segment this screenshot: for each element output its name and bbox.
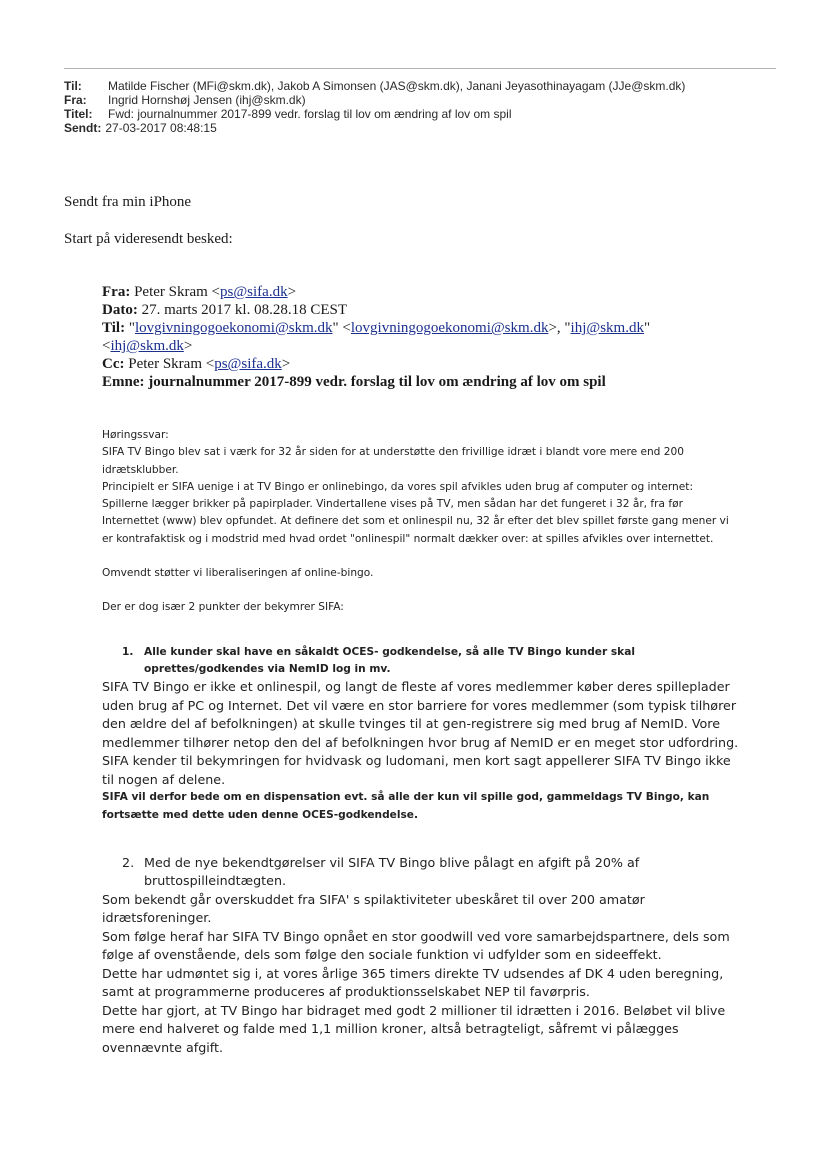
title-label: Titel: bbox=[64, 107, 93, 121]
list-item-2-paragraph-2: Som følge heraf har SIFA TV Bingo opnået en stor goodwill ved vore samarbejdspartnere, dels som følge af ovenstående, dels som følge den sociale funktion vi udfylder som en sideeffekt. bbox=[102, 928, 730, 963]
fwd-to-close2: > bbox=[183, 338, 193, 354]
list-item-1-paragraph-2: SIFA kender til bekymringen for hvidvask og ludomani, men kort sagt appellerer SIFA TV Bingo ikke til nogen af delene. bbox=[102, 753, 731, 787]
fwd-to-sep2: >, " bbox=[548, 320, 571, 336]
forwarded-header bbox=[102, 283, 792, 391]
fwd-to-open2: < bbox=[102, 338, 111, 354]
sent-from-line: Sendt fra min iPhone bbox=[64, 194, 192, 210]
salutation: Høringssvar: bbox=[102, 429, 169, 441]
sent-value: 27-03-2017 08:48:15 bbox=[105, 121, 217, 135]
paragraph-2: Principielt er SIFA uenige i at TV Bingo er onlinebingo, da vores spil afvikles uden brug af computer og internet: Spillerne lægger brikker på papirplader. Vindertallene vises på TV, men sådan har det fungeret i 32 år, fra før Internettet (www) blev opfundet. At definere det som et onlinespil nu, 32 år efter det blev spillet første gang mener vi er kontrafaktisk og i modstrid med hvad ordet "onlinespil" normalt dækker over: at spilles afvikles over internettet. bbox=[102, 480, 729, 545]
list-item-1-heading bbox=[102, 644, 742, 679]
list-item-2-heading bbox=[102, 854, 742, 891]
fwd-cc-label: Cc: bbox=[102, 356, 125, 372]
forward-start-line: Start på videresendt besked: bbox=[64, 231, 233, 247]
fwd-subject-row bbox=[102, 373, 792, 391]
from-row bbox=[64, 93, 784, 107]
list-item-2-paragraph-3: Dette har udmøntet sig i, at vores årlige 365 timers direkte TV udsendes af DK 4 uden beregning, samt at programmerne produceres af produktionsselskabet NEP til favørpris. bbox=[102, 965, 724, 1000]
fwd-date-value: 27. marts 2017 kl. 08.28.18 CEST bbox=[141, 302, 347, 318]
to-row bbox=[64, 79, 784, 93]
list-item-1-paragraph-3: SIFA vil derfor bede om en dispensation evt. så alle der kun vil spille god, gammeldags TV Bingo, kan fortsætte med dette uden denne OCES-godkendelse. bbox=[102, 791, 710, 821]
message-body bbox=[102, 427, 742, 1057]
fwd-from-row bbox=[102, 283, 792, 301]
list-item-2-title: Med de nye bekendtgørelser vil SIFA TV Bingo blive pålagt en afgift på 20% af bruttospilleindtægten. bbox=[144, 854, 640, 889]
sent-label: Sendt: bbox=[64, 121, 102, 135]
list-item-2-paragraph-1: Som bekendt går overskuddet fra SIFA' s spilaktiviteter ubeskåret til over 200 amatør idrætsforeninger. bbox=[102, 891, 645, 926]
fwd-to-email2-link[interactable]: ihj@skm.dk bbox=[110, 338, 184, 354]
fwd-from-label: Fra: bbox=[102, 284, 131, 300]
mail-header bbox=[64, 79, 784, 135]
fwd-to-name1-link[interactable]: lovgivningogoekonomi@skm.dk bbox=[134, 320, 333, 336]
fwd-to-sep1: " < bbox=[332, 320, 351, 336]
from-label: Fra: bbox=[64, 93, 87, 107]
fwd-from-email-link[interactable]: ps@sifa.dk bbox=[220, 284, 288, 300]
fwd-to-quote: " bbox=[128, 320, 135, 336]
paragraph-4: Der er dog især 2 punkter der bekymrer SIFA: bbox=[102, 601, 344, 614]
fwd-to-row bbox=[102, 319, 792, 337]
fwd-to-email1-link[interactable]: lovgivningogoekonomi@skm.dk bbox=[350, 320, 549, 336]
from-value: Ingrid Hornshøj Jensen (ihj@skm.dk) bbox=[108, 93, 306, 107]
paragraph-3: Omvendt støtter vi liberaliseringen af online-bingo. bbox=[102, 567, 374, 580]
header-divider bbox=[64, 68, 776, 69]
list-item-2-paragraph-4: Dette har gjort, at TV Bingo har bidraget med godt 2 millioner til idrætten i 2016. Beløbet vil blive mere end halveret og falde med 1,1 million kroner, altså betragteligt, såfremt vi pålægges ovennævnte afgift. bbox=[102, 1002, 726, 1055]
fwd-to-label: Til: bbox=[102, 320, 126, 336]
fwd-from-close: > bbox=[287, 284, 297, 300]
title-row bbox=[64, 107, 784, 121]
list-item-1-paragraph-1: SIFA TV Bingo er ikke et onlinespil, og langt de fleste af vores medlemmer køber deres spilleplader uden brug af PC og Internet. Det vil være en stor barriere for vores medlemmer (som typisk tilhører den ældre del af befolkningen) at skulle tvinges til at gen-registrere sig med brug af NemID. Vore medlemmer tilhører netop den del af befolkningen hvor brug af NemID er en meget stor udfordring. bbox=[102, 679, 739, 750]
list-item-1-title: Alle kunder skal have en såkaldt OCES- godkendelse, så alle TV Bingo kunder skal oprettes/godkendes via NemID log in mv. bbox=[144, 645, 636, 675]
list-item-1-number: 1. bbox=[122, 645, 134, 658]
fwd-date-row bbox=[102, 301, 792, 319]
to-value: Matilde Fischer (MFi@skm.dk), Jakob A Simonsen (JAS@skm.dk), Janani Jeyasothinayagam (JJe@skm.dk) bbox=[108, 79, 686, 93]
fwd-subject-label: Emne: bbox=[102, 374, 145, 390]
sent-row bbox=[64, 121, 784, 135]
fwd-cc-row bbox=[102, 355, 792, 373]
fwd-from-name: Peter Skram < bbox=[134, 284, 221, 300]
fwd-cc-email-link[interactable]: ps@sifa.dk bbox=[214, 356, 282, 372]
to-label: Til: bbox=[64, 79, 82, 93]
fwd-cc-name: Peter Skram < bbox=[128, 356, 215, 372]
paragraph-1: SIFA TV Bingo blev sat i værk for 32 år siden for at understøtte den frivillige idræt i blandt vore mere end 200 idrætsklubber. bbox=[102, 446, 684, 476]
fwd-subject-value: journalnummer 2017-899 vedr. forslag til lov om ændring af lov om spil bbox=[148, 374, 606, 390]
fwd-to-name2-link[interactable]: ihj@skm.dk bbox=[570, 320, 644, 336]
title-value: Fwd: journalnummer 2017-899 vedr. forslag til lov om ændring af lov om spil bbox=[108, 107, 512, 121]
fwd-to-sep3: " bbox=[643, 320, 651, 336]
list-item-2-number: 2. bbox=[122, 854, 135, 870]
fwd-date-label: Dato: bbox=[102, 302, 138, 318]
fwd-cc-close: > bbox=[281, 356, 291, 372]
fwd-to-row-cont bbox=[102, 337, 792, 355]
